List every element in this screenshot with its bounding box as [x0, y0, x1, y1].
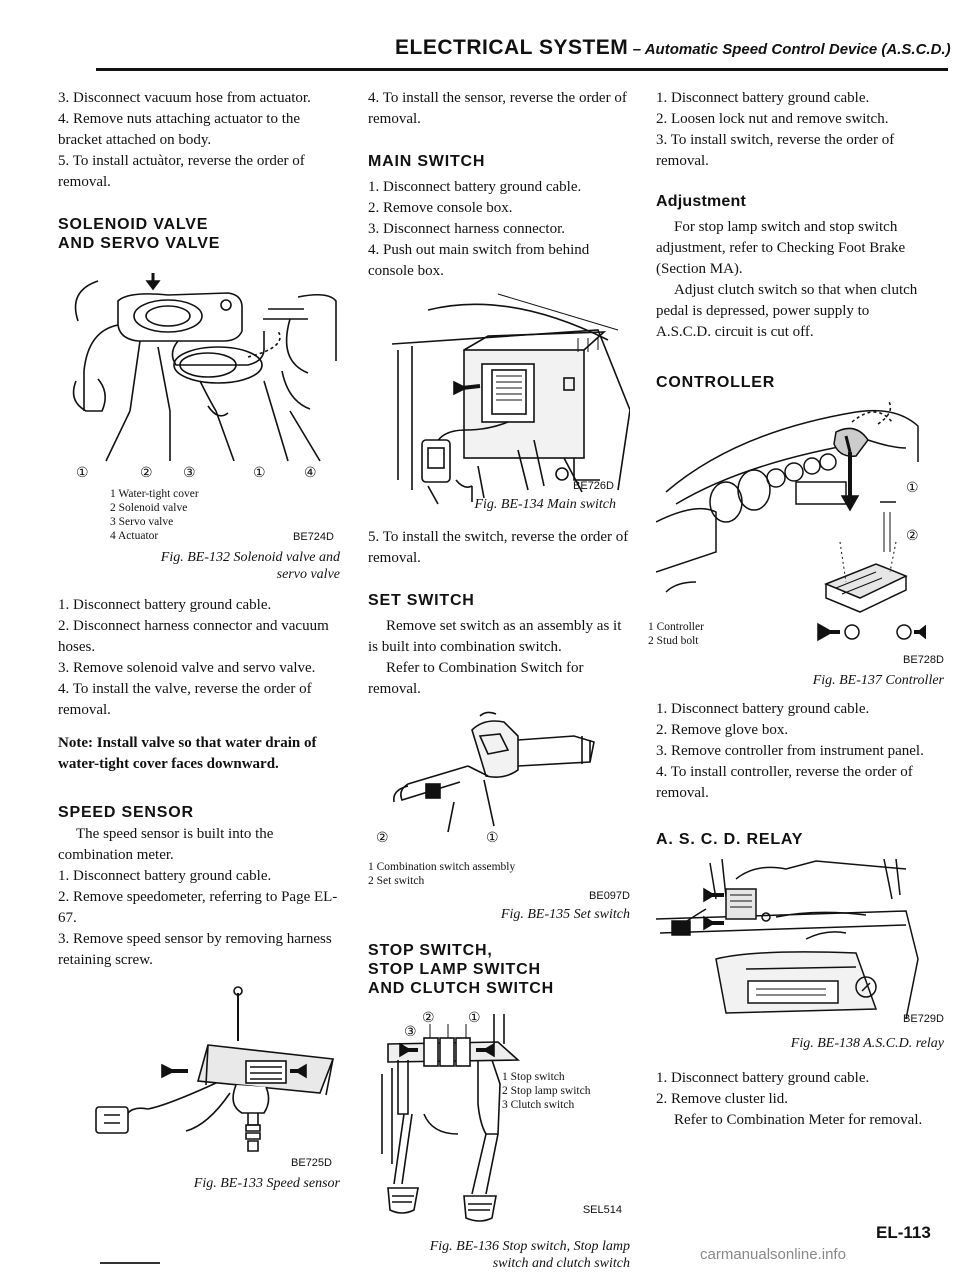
step: 3. Disconnect harness connector. — [368, 221, 566, 237]
legend-item: 2 Solenoid valve — [110, 502, 188, 514]
section-heading-stop-switch — [368, 941, 630, 998]
paragraph: Refer to Combination Meter for removal. — [674, 1112, 923, 1128]
figure-code: BE728D — [903, 654, 944, 666]
step: 4. To install the sensor, reverse the order of removal. — [368, 90, 627, 127]
figure-code: BE724D — [293, 531, 334, 543]
callout-1: ① — [906, 481, 919, 496]
figure-speed-sensor — [58, 975, 340, 1183]
callout-1: ① — [468, 1011, 481, 1026]
note-text: Install valve so that water drain of water-tight cover faces downward. — [58, 735, 317, 772]
callout-3: ③ — [183, 466, 196, 481]
figure-caption: Fig. BE-138 A.S.C.D. relay — [790, 1036, 944, 1051]
caption-line: Fig. BE-136 Stop switch, Stop lamp — [429, 1239, 630, 1254]
header-subtitle: – Automatic Speed Control Device (A.S.C.D.) — [632, 41, 951, 58]
column-3 — [648, 88, 944, 1131]
legend-item: 1 Combination switch assembly — [368, 861, 516, 873]
legend-item: 3 Clutch switch — [502, 1099, 575, 1111]
legend-item: 1 Water-tight cover — [110, 488, 199, 500]
figure-controller — [648, 392, 944, 672]
step: 1. Disconnect battery ground cable. — [656, 1070, 870, 1086]
step: 2. Remove console box. — [368, 200, 513, 216]
note — [58, 733, 340, 775]
figure-caption: Fig. BE-133 Speed sensor — [193, 1176, 340, 1191]
paragraph: The speed sensor is built into the combination meter. — [58, 826, 274, 863]
step: 2. Disconnect harness connector and vacuum hoses. — [58, 618, 329, 655]
speed-sensor-illustration — [58, 975, 340, 1183]
legend-controller — [648, 620, 704, 648]
step: 1. Disconnect battery ground cable. — [368, 179, 582, 195]
figure-set-switch — [368, 706, 630, 856]
section-heading-speed-sensor: SPEED SENSOR — [58, 804, 194, 821]
figure-code: BE097D — [589, 890, 630, 902]
callout-1: ① — [486, 831, 499, 846]
legend-item: 1 Controller — [648, 621, 704, 633]
step: 2. Remove cluster lid. — [656, 1091, 789, 1107]
section-heading-relay: A. S. C. D. RELAY — [656, 831, 804, 848]
figure-code: BE725D — [291, 1157, 332, 1169]
step: 1. Disconnect battery ground cable. — [656, 90, 870, 106]
figure-caption: Fig. BE-134 Main switch — [474, 497, 616, 512]
paragraph: Remove set switch as an assembly as it is built into combination switch. — [368, 618, 622, 655]
step: 3. Remove controller from instrument panel. — [656, 743, 924, 759]
step: 2. Loosen lock nut and remove switch. — [656, 111, 889, 127]
heading-line: SOLENOID VALVE — [58, 216, 209, 233]
legend-item: 1 Stop switch — [502, 1071, 565, 1083]
figure-caption — [368, 1238, 630, 1272]
callout-1b: ① — [253, 466, 266, 481]
note-label: Note: — [58, 735, 93, 751]
step: 3. To install switch, reverse the order of removal. — [656, 132, 895, 169]
step: 1. Disconnect battery ground cable. — [58, 597, 272, 613]
paragraph: Adjust clutch switch so that when clutch pedal is depressed, power supply to A.S.C.D. circuit is cut off. — [656, 282, 918, 340]
step: 3. Remove solenoid valve and servo valve. — [58, 660, 316, 676]
stop-switch-illustration — [368, 1004, 630, 1230]
heading-line: STOP SWITCH, — [368, 942, 493, 959]
figure-code: SEL514 — [582, 1204, 622, 1216]
callout-4: ④ — [304, 466, 317, 481]
legend-item: 2 Set switch — [368, 875, 425, 887]
legend-solenoid — [110, 487, 199, 543]
callout-2: ② — [376, 831, 389, 846]
step: 5. To install the switch, reverse the order of removal. — [368, 529, 629, 566]
header-rule — [96, 68, 948, 71]
figure-code: BE729D — [903, 1013, 944, 1025]
step: 3. Disconnect vacuum hose from actuator. — [58, 90, 311, 106]
figure-main-switch — [368, 290, 630, 508]
figure-code: BE726D — [573, 480, 614, 492]
callout-2: ② — [906, 529, 919, 544]
header-title: ELECTRICAL SYSTEM — [395, 36, 629, 59]
section-heading-adjustment: Adjustment — [656, 193, 746, 210]
legend-item: 2 Stop lamp switch — [502, 1085, 591, 1097]
step: 5. To install actuàtor, reverse the order of removal. — [58, 153, 305, 190]
page-number: EL-113 — [876, 1223, 931, 1242]
step: 2. Remove glove box. — [656, 722, 789, 738]
paragraph: For stop lamp switch and stop switch adjustment, refer to Checking Foot Brake (Section MA). — [656, 219, 906, 277]
figure-caption: Fig. BE-135 Set switch — [500, 907, 630, 922]
callout-2: ② — [140, 466, 153, 481]
solenoid-valve-illustration — [58, 261, 340, 561]
step: 4. Push out main switch from behind console box. — [368, 242, 590, 279]
step: 4. Remove nuts attaching actuator to the bracket attached on body. — [58, 111, 301, 148]
section-heading-main-switch: MAIN SWITCH — [368, 153, 486, 170]
figure-relay — [656, 859, 944, 1033]
heading-line: STOP LAMP SWITCH — [368, 961, 541, 978]
step: 4. To install the valve, reverse the order of removal. — [58, 681, 312, 718]
legend-item: 4 Actuator — [110, 530, 159, 542]
divider — [100, 1262, 160, 1264]
column-1 — [58, 88, 340, 1192]
caption-line: Fig. BE-132 Solenoid valve and — [160, 550, 340, 565]
legend-set-switch — [368, 860, 630, 888]
legend-item: 3 Servo valve — [110, 516, 174, 528]
figure-solenoid-valve — [58, 261, 340, 561]
main-switch-illustration — [368, 290, 630, 508]
step: 3. Remove speed sensor by removing harness retaining screw. — [58, 931, 332, 968]
watermark: carmanualsonline.info — [700, 1246, 846, 1263]
page-header — [395, 36, 951, 60]
caption-line: servo valve — [276, 567, 340, 582]
legend-item: 2 Stud bolt — [648, 635, 699, 647]
section-heading-solenoid — [58, 215, 340, 253]
callout-1: ① — [76, 466, 89, 481]
heading-line: AND SERVO VALVE — [58, 235, 221, 252]
caption-line: switch and clutch switch — [492, 1256, 630, 1271]
section-heading-controller: CONTROLLER — [656, 374, 776, 391]
paragraph: Refer to Combination Switch for removal. — [368, 660, 584, 697]
heading-line: AND CLUTCH SWITCH — [368, 980, 555, 997]
section-heading-set-switch: SET SWITCH — [368, 592, 475, 609]
legend-stop-switch — [502, 1070, 591, 1112]
step: 1. Disconnect battery ground cable. — [656, 701, 870, 717]
figure-caption: Fig. BE-137 Controller — [812, 673, 944, 688]
step: 2. Remove speedometer, referring to Page EL-67. — [58, 889, 338, 926]
step: 1. Disconnect battery ground cable. — [58, 868, 272, 884]
set-switch-illustration — [368, 706, 630, 856]
callout-3: ③ — [404, 1025, 417, 1040]
relay-illustration — [656, 859, 926, 1033]
step: 4. To install controller, reverse the order of removal. — [656, 764, 913, 801]
column-2 — [368, 88, 630, 1272]
callout-2: ② — [422, 1011, 435, 1026]
figure-stop-switch — [368, 1004, 630, 1230]
